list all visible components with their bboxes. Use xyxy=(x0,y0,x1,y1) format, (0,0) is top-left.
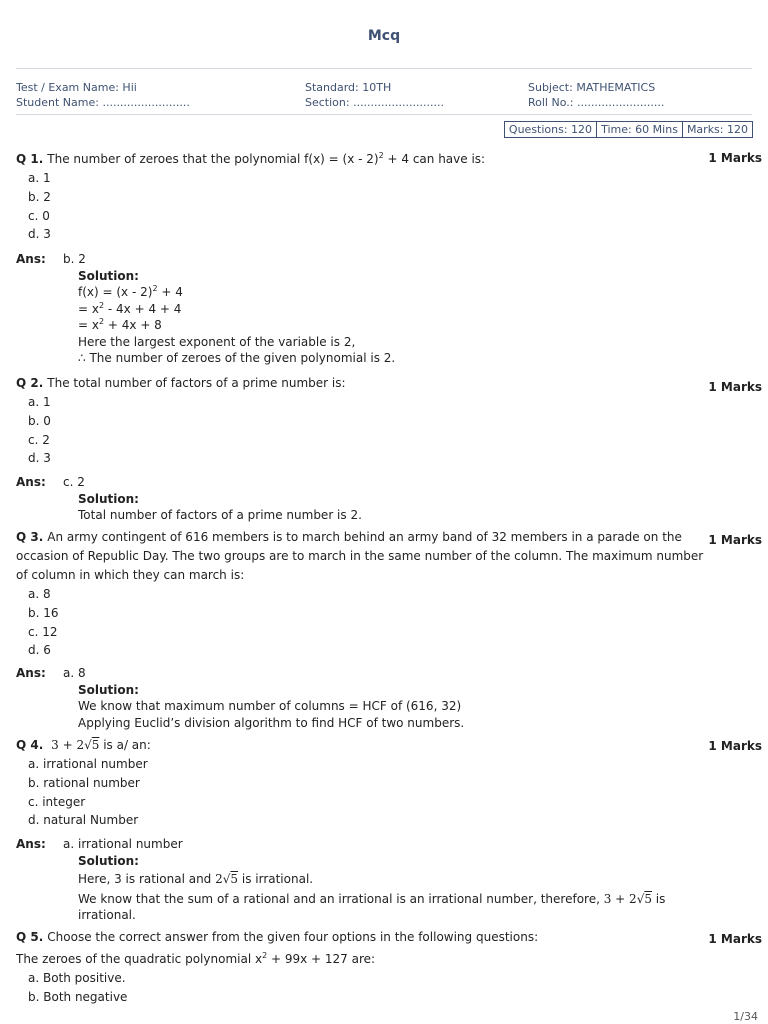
question-5 xyxy=(16,928,706,1007)
question-number: Q 2. xyxy=(16,376,44,390)
option-c: c. 2 xyxy=(28,432,50,447)
option-d: d. 3 xyxy=(28,227,51,242)
option-b: b. 16 xyxy=(28,605,59,620)
answer-4 xyxy=(16,836,665,924)
marks-label: 1 Marks xyxy=(708,380,762,394)
option-d: d. 3 xyxy=(28,451,51,466)
option-a: a. Both positive. xyxy=(28,971,126,985)
question-text: Q 3. An army contingent of 616 members is to march behind an army band of 32 members in a parade on the occasion of Republic Day. The two groups are to march in the same number of the column. The maximum number of column in which they can march is: xyxy=(16,530,704,582)
exam-summary xyxy=(504,121,753,138)
marks-label: 1 Marks xyxy=(708,151,762,165)
section: Section: .......................... xyxy=(305,96,444,109)
answer-label: Ans: xyxy=(16,475,46,489)
answer-label: Ans: xyxy=(16,837,46,851)
options-list xyxy=(28,969,706,1007)
marks-label: 1 Marks xyxy=(708,739,762,753)
test-name: Test / Exam Name: Hii xyxy=(16,81,137,94)
page-number: 1/34 xyxy=(733,1010,758,1023)
question-number: Q 1. xyxy=(16,152,44,166)
solution-label: Solution: xyxy=(78,853,139,868)
option-a: a. 8 xyxy=(28,587,51,601)
answer-1 xyxy=(16,251,395,367)
option-b: b. Both negative xyxy=(28,989,128,1004)
options-list xyxy=(28,585,706,660)
question-text: Q 4. 3 + 2√5 is a/ an: xyxy=(16,738,151,752)
question-text: Q 2. The total number of factors of a prime number is: xyxy=(16,376,346,390)
solution: Solution: f(x) = (x - 2)$^2$ + 4 = $x^2 - 4x + 4 + 4$ = $x^2 + 4x + 8$ Here the largest exponent of the variable is 2, ∴ The number of zeroes of the given polynomial is 2. xyxy=(78,268,396,365)
option-b: b. 0 xyxy=(28,413,51,428)
answer-value: c. 2 xyxy=(63,475,85,489)
answer-label: Ans: xyxy=(16,252,46,266)
options-list xyxy=(28,393,706,468)
question-number: Q 3. xyxy=(16,530,44,544)
math-expression: 3 + 2√5 xyxy=(51,738,100,752)
answer-value: a. 8 xyxy=(63,666,86,680)
option-a: a. irrational number xyxy=(28,757,148,771)
standard: Standard: 10TH xyxy=(305,81,392,94)
total-marks: Marks: 120 xyxy=(682,122,752,137)
questions-count: Questions: 120 xyxy=(508,123,593,136)
answer-value: a. irrational number xyxy=(63,837,183,851)
option-c: c. integer xyxy=(28,794,86,809)
option-d: d. 6 xyxy=(28,643,51,658)
question-number: Q 5. xyxy=(16,930,44,944)
header-left xyxy=(16,80,190,110)
roll-no: Roll No.: ......................... xyxy=(528,96,665,109)
solution-label: Solution: xyxy=(78,682,139,697)
header-middle xyxy=(305,80,444,110)
sqrt-symbol: √ xyxy=(84,738,92,752)
question-3 xyxy=(16,528,706,660)
option-b: b. 2 xyxy=(28,189,51,204)
question-number: Q 4. xyxy=(16,738,44,752)
options-list xyxy=(28,755,706,830)
header-right xyxy=(528,80,664,110)
marks-label: 1 Marks xyxy=(708,533,762,547)
meta-divider xyxy=(16,114,752,115)
option-a: a. 1 xyxy=(28,171,51,185)
answer-3 xyxy=(16,665,464,731)
question-4 xyxy=(16,736,706,830)
option-c: c. 12 xyxy=(28,624,58,639)
header-divider xyxy=(16,68,752,69)
question-1 xyxy=(16,150,706,244)
marks-label: 1 Marks xyxy=(708,932,762,946)
option-b: b. rational number xyxy=(28,775,140,790)
student-name: Student Name: ......................... xyxy=(16,96,190,109)
answer-label: Ans: xyxy=(16,666,46,680)
question-text: Q 5. Choose the correct answer from the given four options in the following questions: xyxy=(16,930,539,944)
answer-2 xyxy=(16,474,362,524)
solution: Solution: We know that maximum number of columns = HCF of (616, 32) Applying Euclid’s division algorithm to find HCF of two numbers. xyxy=(78,682,465,730)
question-subtext: The zeroes of the quadratic polynomial $x^2 + 99x + 127$ are: xyxy=(16,951,376,966)
solution: Solution: Here, 3 is rational and 2√5 is irrational. We know that the sum of a rational and an irrational is an irrational number, therefore, 3 + 2√5 is irrational. xyxy=(78,853,666,922)
options-list xyxy=(28,169,706,244)
solution: Solution: Total number of factors of a prime number is 2. xyxy=(78,491,362,522)
page-title: Mcq xyxy=(367,28,401,44)
question-text: Q 1. The number of zeroes that the polynomial f(x) = (x - 2)$^2$ + 4 can have is: xyxy=(16,151,486,166)
solution-label: Solution: xyxy=(78,491,139,506)
subject: Subject: MATHEMATICS xyxy=(528,81,656,94)
option-c: c. 0 xyxy=(28,208,50,223)
option-d: d. natural Number xyxy=(28,813,139,828)
answer-value: b. 2 xyxy=(63,252,86,266)
solution-label: Solution: xyxy=(78,268,139,283)
question-2 xyxy=(16,374,706,468)
time-limit: Time: 60 Mins xyxy=(596,122,682,137)
option-a: a. 1 xyxy=(28,395,51,409)
